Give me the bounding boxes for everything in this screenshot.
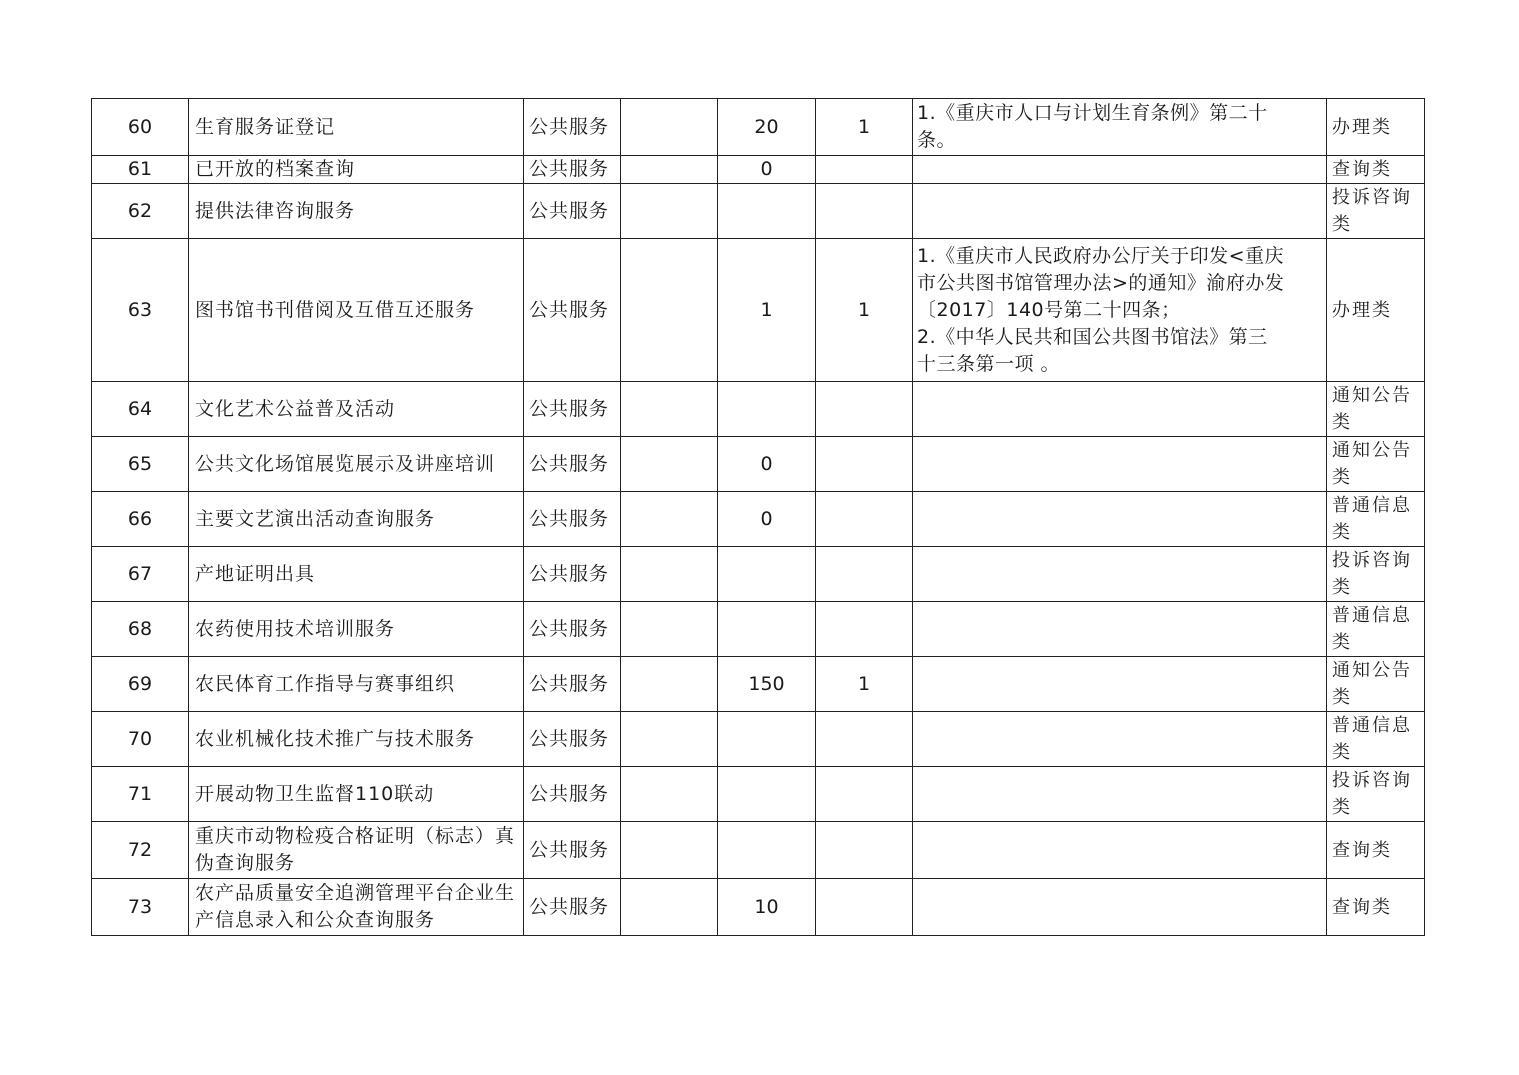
item-name: 开展动物卫生监督110联动 <box>189 767 524 822</box>
table-row <box>92 239 1425 382</box>
item-col6 <box>816 712 913 767</box>
item-legal-basis <box>913 822 1327 879</box>
item-name: 已开放的档案查询 <box>189 156 524 184</box>
item-category: 办理类 <box>1327 239 1425 382</box>
table-row <box>92 712 1425 767</box>
item-col4 <box>621 767 718 822</box>
item-type: 公共服务 <box>524 492 621 547</box>
item-col4 <box>621 239 718 382</box>
item-col4 <box>621 547 718 602</box>
table-row <box>92 492 1425 547</box>
item-category: 投诉咨询类 <box>1327 184 1425 239</box>
item-legal-basis <box>913 437 1327 492</box>
item-number: 60 <box>92 99 189 156</box>
table-row <box>92 99 1425 156</box>
table-row <box>92 184 1425 239</box>
item-legal-basis <box>913 767 1327 822</box>
item-category: 普通信息类 <box>1327 492 1425 547</box>
item-number: 71 <box>92 767 189 822</box>
item-col5 <box>718 602 816 657</box>
item-col4 <box>621 184 718 239</box>
item-number: 62 <box>92 184 189 239</box>
item-col4 <box>621 602 718 657</box>
service-table <box>91 98 1425 936</box>
item-type: 公共服务 <box>524 547 621 602</box>
item-number: 67 <box>92 547 189 602</box>
item-type: 公共服务 <box>524 382 621 437</box>
item-col6: 1 <box>816 657 913 712</box>
item-col6 <box>816 602 913 657</box>
item-col5: 150 <box>718 657 816 712</box>
item-category: 查询类 <box>1327 879 1425 936</box>
item-legal-basis <box>913 184 1327 239</box>
item-col5: 10 <box>718 879 816 936</box>
item-legal-basis <box>913 712 1327 767</box>
table-row <box>92 879 1425 936</box>
item-number: 64 <box>92 382 189 437</box>
item-col6 <box>816 767 913 822</box>
item-name: 提供法律咨询服务 <box>189 184 524 239</box>
item-col5 <box>718 712 816 767</box>
item-legal-basis <box>913 547 1327 602</box>
item-col5: 1 <box>718 239 816 382</box>
item-name: 公共文化场馆展览展示及讲座培训 <box>189 437 524 492</box>
item-col5 <box>718 382 816 437</box>
item-legal-basis <box>913 156 1327 184</box>
item-name: 农业机械化技术推广与技术服务 <box>189 712 524 767</box>
table-row <box>92 382 1425 437</box>
item-category: 通知公告类 <box>1327 437 1425 492</box>
item-col4 <box>621 156 718 184</box>
item-col6 <box>816 822 913 879</box>
item-name: 农药使用技术培训服务 <box>189 602 524 657</box>
item-category: 投诉咨询类 <box>1327 767 1425 822</box>
item-col6 <box>816 156 913 184</box>
item-col5: 0 <box>718 492 816 547</box>
table-row <box>92 156 1425 184</box>
item-number: 73 <box>92 879 189 936</box>
item-name: 主要文艺演出活动查询服务 <box>189 492 524 547</box>
table-row <box>92 822 1425 879</box>
item-number: 72 <box>92 822 189 879</box>
table-row <box>92 602 1425 657</box>
item-category: 查询类 <box>1327 822 1425 879</box>
item-name: 图书馆书刊借阅及互借互还服务 <box>189 239 524 382</box>
item-col4 <box>621 437 718 492</box>
item-category: 通知公告类 <box>1327 657 1425 712</box>
item-col6 <box>816 382 913 437</box>
item-number: 66 <box>92 492 189 547</box>
item-name: 产地证明出具 <box>189 547 524 602</box>
item-col5: 0 <box>718 437 816 492</box>
item-type: 公共服务 <box>524 99 621 156</box>
item-col5 <box>718 184 816 239</box>
item-type: 公共服务 <box>524 602 621 657</box>
item-col4 <box>621 382 718 437</box>
item-legal-basis <box>913 602 1327 657</box>
item-category: 普通信息类 <box>1327 712 1425 767</box>
item-number: 69 <box>92 657 189 712</box>
item-col5 <box>718 547 816 602</box>
item-category: 普通信息类 <box>1327 602 1425 657</box>
item-category: 通知公告类 <box>1327 382 1425 437</box>
item-col6 <box>816 879 913 936</box>
item-category: 办理类 <box>1327 99 1425 156</box>
item-type: 公共服务 <box>524 657 621 712</box>
item-type: 公共服务 <box>524 767 621 822</box>
item-col5: 0 <box>718 156 816 184</box>
item-name: 生育服务证登记 <box>189 99 524 156</box>
item-number: 65 <box>92 437 189 492</box>
item-type: 公共服务 <box>524 184 621 239</box>
table-row <box>92 657 1425 712</box>
item-number: 63 <box>92 239 189 382</box>
item-category: 投诉咨询类 <box>1327 547 1425 602</box>
item-name: 农产品质量安全追溯管理平台企业生产信息录入和公众查询服务 <box>189 879 524 936</box>
item-col6 <box>816 547 913 602</box>
item-name: 文化艺术公益普及活动 <box>189 382 524 437</box>
item-category: 查询类 <box>1327 156 1425 184</box>
item-col6: 1 <box>816 239 913 382</box>
item-type: 公共服务 <box>524 879 621 936</box>
item-type: 公共服务 <box>524 712 621 767</box>
table-row <box>92 767 1425 822</box>
item-legal-basis: 1.《重庆市人民政府办公厅关于印发<重庆 市公共图书馆管理办法>的通知》渝府办发 〔2017〕140号第二十四条； 2.《中华人民共和国公共图书馆法》第三 十三条第一项 。 <box>913 239 1327 382</box>
item-number: 68 <box>92 602 189 657</box>
item-type: 公共服务 <box>524 156 621 184</box>
item-legal-basis <box>913 492 1327 547</box>
item-col6 <box>816 492 913 547</box>
item-col4 <box>621 879 718 936</box>
item-col4 <box>621 657 718 712</box>
item-col6: 1 <box>816 99 913 156</box>
item-type: 公共服务 <box>524 822 621 879</box>
item-number: 70 <box>92 712 189 767</box>
item-number: 61 <box>92 156 189 184</box>
item-name: 重庆市动物检疫合格证明（标志）真伪查询服务 <box>189 822 524 879</box>
table-row <box>92 437 1425 492</box>
item-legal-basis <box>913 382 1327 437</box>
item-legal-basis <box>913 657 1327 712</box>
item-col4 <box>621 99 718 156</box>
table-body <box>92 99 1425 936</box>
item-col6 <box>816 437 913 492</box>
item-col5: 20 <box>718 99 816 156</box>
item-type: 公共服务 <box>524 239 621 382</box>
table-row <box>92 547 1425 602</box>
item-col5 <box>718 822 816 879</box>
item-type: 公共服务 <box>524 437 621 492</box>
item-col4 <box>621 492 718 547</box>
item-legal-basis: 1.《重庆市人口与计划生育条例》第二十 条。 <box>913 99 1327 156</box>
item-legal-basis <box>913 879 1327 936</box>
item-col6 <box>816 184 913 239</box>
item-col4 <box>621 712 718 767</box>
item-col5 <box>718 767 816 822</box>
item-col4 <box>621 822 718 879</box>
item-name: 农民体育工作指导与赛事组织 <box>189 657 524 712</box>
